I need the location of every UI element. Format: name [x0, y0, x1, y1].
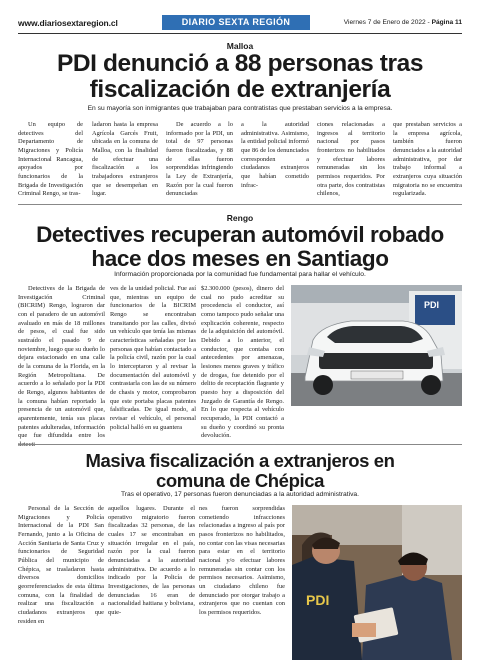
inspection-photo: [292, 505, 462, 660]
pdi-badge-text: PDI: [424, 300, 440, 310]
article2-column-3: $2.300.000 (pesos), dinero del cual no pudo acreditar su procedencia el conductor, así como tampoco pudo señalar una explicación coherente, respecto de la adquisición del automóvil. Debido a lo anterior, el conductor, que contaba con antecedentes por amenazas, lesiones menos graves y tráfico de drogas, fue detenido por el delito de receptación flagrante y puesto hoy a disposición del Juzgado de Garantía de Rengo. En lo que respecta al vehículo recuperado, la PDI contactó a su dueño y coordinó su pronta devolución.: [201, 285, 284, 440]
section-divider-2: [18, 444, 462, 445]
article3-column-1: Personal de la Sección de Migraciones y Policía Internacional de la PDI San Fernando, junto a la Oficina de Acción Sanitaria de Santa Cruz y funcionarios de Seguridad Pública del municipio de Chépica, se trasladaron hasta diversos domicilios georreferenciados de esta última comuna, con la finalidad de realizar una fiscalización a ciudadanos extranjeros que residen en: [18, 505, 104, 625]
article2-headline: Detectives recuperan automóvil robado hace dos meses en Santiago: [36, 222, 444, 272]
newspaper-masthead: DIARIO SEXTA REGIÓN: [162, 15, 310, 30]
article2-kicker: Rengo: [226, 213, 254, 223]
article1-column-2: ladaron hasta la empresa Agrícola Garcés Fruit, ubicada en la comuna de Malloa, con la finalidad de efectuar una fiscalización a los trabajadores extranjeros que se desempeñan en lugar.: [92, 121, 158, 198]
article2-column-1: Detectives de la Brigada de Investigación Criminal (BICRIM) Rengo, lograron dar con el paradero de un automóvil avaluado en más de 18 millones de pesos, el cual fue sido sustraído el pasado 9 de noviembre, luego que su dueño lo dejara estacionado en una calle de la comuna de la Florida, en la Región Metropolitana. De acuerdo a lo señalado por la PDI de Rengo, algunos habitantes de la comuna habían reportado la presencia de un automóvil que, aparentemente, tenía sus placas patentes adulteradas, información que fue difundida entre los: [18, 285, 105, 440]
article1-column-1: Un equipo de detectives del Departamento de Migraciones y Policía Internacional Rancagua, apoyados por funcionarios de la Brigada de Investigación Criminal Rengo, se tras-: [18, 121, 83, 198]
page-header: [18, 18, 462, 32]
recovered-car-photo: [291, 285, 462, 406]
article3-column-3: nes fueron sorprendidas cometiendo infracciones relacionadas a ingreso al país por pasos fronterizos no habilitados, no contar con las visas necesarias para estar en el territorio nacional y/o efectuar labores remuneradas sin contar con los permisos necesarios. Asimismo, un ciudadano chileno fue denunciado por otorgar trabajo a extranjeros que no cuentan con los permisos requeridos.: [199, 505, 285, 616]
article3-headline: Masiva fiscalización a extranjeros en comuna de Chépica: [85, 450, 395, 491]
article1-deck: En su mayoría son inmigrantes que trabajaban para contratistas que prestaban servicios a la empresa.: [87, 105, 393, 112]
article1-column-6: que prestaban servicios a la empresa agrícola, también fueron denunciados a la autoridad administrativa, por dar trabajo informal a extranjeros cuya situación migratoria no se encuentra regularizada.: [393, 121, 462, 198]
article1-column-3: De acuerdo a lo informado por la PDI, un total de 97 personas fueron fiscalizadas, y 88 de ellas fueron sorprendidas infringiendo la Ley de Extranjería, Razón por la cual fueron denunciadas: [166, 121, 233, 198]
site-url[interactable]: www.diariosextaregion.cl: [18, 18, 118, 28]
article2-deck: Información proporcionada por la comunidad fue fundamental para hallar el vehículo.: [114, 271, 366, 278]
article1-kicker: Malloa: [226, 41, 254, 51]
article1-column-4: a la autoridad administrativa. Asimismo, la entidad policial informó que 86 de los denunciados corresponden a ciudadanos extranjeros que habían cometido infrac-: [241, 121, 309, 189]
vest-badge-text: PDI: [306, 592, 330, 608]
article3-column-2: aquellos lugares. Durante el operativo migratorio fueron fiscalizadas 32 personas, de las cuales 17 se encontraban en situación irregular en el país, razón por la cual fueron denunciadas a la autoridad administrativa. De acuerdo a lo indicado por la Policía de Investigaciones, de las personas denunciadas 16 eran de nacionalidad haitiana y boliviana, quie-: [108, 505, 195, 616]
date-text: Viernes 7 de Enero de 2022 -: [343, 19, 432, 26]
dateline: [344, 19, 462, 26]
car-image: [291, 285, 462, 406]
article2-column-2: ves de la unidad policial. Fue así que, mientras un equipo de funcionarios de la BICRIM Rengo se encontraban transitando por las calles, divisó un vehículo que tenía las mismas características señaladas por las personas que habían contactado a la policía civil, razón por la cual lo interceptaron y al revisar la documentación del automóvil y contrastarla con las de su número de chasis y motor, comprobaron que este portaba placas patentes falsificadas. De igual modo, al revisar el vehículo, el personal policial halló en su guantera: [110, 285, 196, 431]
section-divider-1: [18, 204, 462, 205]
officers-image: [292, 505, 462, 660]
header-rule: [18, 33, 462, 34]
article1-column-5: ciones relacionadas a ingresos al territorio nacional por pasos fronterizos no habilitados y efectuar labores remuneradas sin los permisos requeridos. Por otra parte, dos contratistas chilenos,: [317, 121, 385, 198]
article1-headline: PDI denunció a 88 personas tras fiscalización de extranjería: [56, 50, 424, 104]
page-number: Página 11: [431, 19, 462, 26]
article3-deck: Tras el operativo, 17 personas fueron denunciadas a la autoridad administrativa.: [120, 491, 360, 498]
